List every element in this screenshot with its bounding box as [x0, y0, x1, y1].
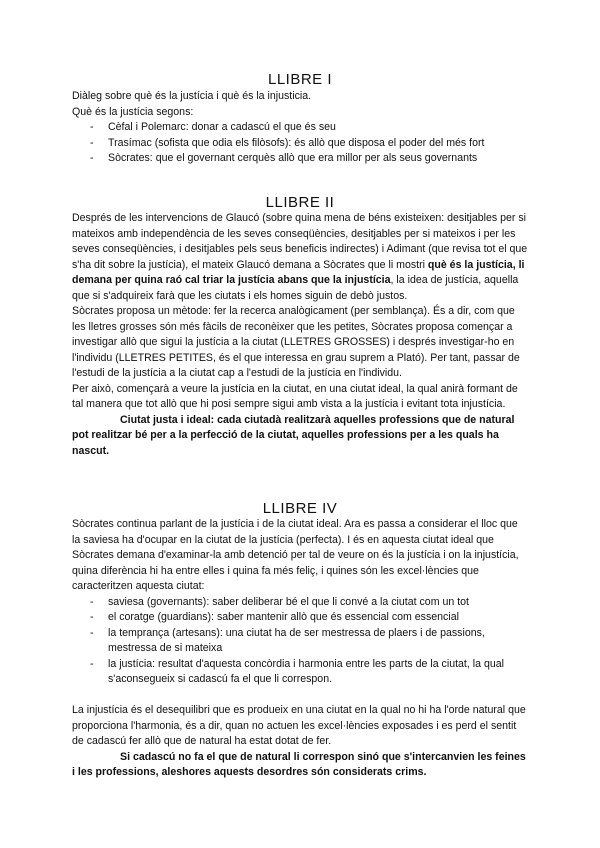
intro-line: Diàleg sobre què és la justícia i què és la injusticia.: [72, 90, 312, 102]
heading-llibre-i: LLIBRE I: [267, 71, 333, 88]
paragraph-metode: Sòcrates proposa un mètode: fer la recerca analògicament (per semblança). És a dir, com que les lletres grosses són més fàcils de reconèixer que les petites, Sòcrates proposa començar a investigar allò que sigui la justícia a la ciutat (LLETRES GROSSES) i després investigar-ho en l'individu (LLETRES PETITES, és el que interessa en grau suprem a Plató). Per tant, passar de l'estudi de la justícia a la ciutat cap a l'estudi de la justícia en l'individu.: [72, 305, 520, 379]
list-item: - la temprança (artesans): una ciutat ha de ser mestressa de plaers i de passions, mestressa de si mateixa: [90, 626, 528, 657]
bold-question: què és la justícia, li demana per quina raó cal triar la justícia abans que la injustícia: [72, 258, 525, 286]
question-line: Què és la justícia segons:: [72, 105, 194, 118]
paragraph-ciutat: Per això, començarà a veure la justícia en la ciutat, en una ciutat ideal, la qual anirà formant de tal manera que tot allò que hi posi sempre sigui amb vista a la justícia i evitant tota injustícia.: [72, 382, 518, 410]
paragraph-glauco: [72, 211, 528, 304]
list-item: - Cèfal i Polemarc: donar a cadascú el que és seu: [90, 120, 528, 136]
list-item: - Trasímac (sofista que odia els filòsofs): és allò que disposa el poder del més fort: [90, 136, 528, 152]
list-item: - la justícia: resultat d'aquesta concòrdia i harmonia entre les parts de la ciutat, la qual s'aconsegueix si cadascú fa el que li correspon.: [90, 657, 528, 688]
paragraph-injusticia: La injustícia és el desequilibri que es produeix en una ciutat en la qual no hi ha l'orde natural que proporciona l'harmonia, és a dir, quan no actuen les excel·lències exposades i es perd el sentit de cadascú fer allò que de natural ha estat dotat de fer.: [72, 704, 526, 747]
list-item: - el coratge (guardians): saber mantenir allò que és essencial com essencial: [90, 610, 528, 626]
list-item: - Sòcrates: que el governant cerquès allò que era millor per als seus governants: [90, 151, 528, 167]
paragraph-text: , la idea de justícia, aquella que si s'adquireix farà que les ciutats i els homes siguin de debò justos.: [72, 274, 519, 302]
paragraph-ciutat-ideal: Ciutat justa i ideal: cada ciutadà realitzarà aquelles professions que de natural pot realitzar bé per a la perfecció de la ciutat, aquelles professions per a les quals ha nascut.: [72, 413, 515, 457]
definitions-list: [72, 120, 528, 167]
excellencies-list: [72, 595, 528, 688]
section-llibre-iv: [72, 517, 528, 781]
heading-llibre-iv: LLIBRE IV: [262, 500, 338, 517]
paragraph-saviesa: Sòcrates continua parlant de la justícia i de la ciutat ideal. Ara es passa a considerar el lloc que la saviesa ha d'ocupar en la ciutat de la justícia (perfecta). I és en aquesta ciutat ideal que Sòcrates demana d'examinar-la amb detenció per tal de veure on és la justícia i on la injustícia, quina diferència hi ha entre elles i quina fa més feliç, i quines són les excel·lències que caracteritzen aquesta ciutat:: [72, 518, 519, 592]
section-llibre-i: [72, 89, 528, 167]
section-llibre-ii: [72, 211, 528, 459]
heading-llibre-ii: LLIBRE II: [265, 194, 335, 211]
list-item: - saviesa (governants): saber deliberar bé el que li convé a la ciutat com un tot: [90, 595, 528, 611]
paragraph-text: Després de les intervencions de Glaucó (sobre quina mena de béns existeixen: desitjables per si mateixos amb independència de les seves conseqüències, desitjables per si mateixos i per les seves conseqüències, i desitjables pels seus beneficis indirectes) i Adimant (que revisa tot el que s'ha dit sobre la justícia), el mateix Glaucó demana a Sòcrates que li mostri: [72, 212, 528, 271]
paragraph-crims: Si cadascú no fa el que de natural li correspon sinó que s'intercanvien les feines i les professions, aleshores aquests desordres són considerats crims.: [72, 750, 526, 778]
